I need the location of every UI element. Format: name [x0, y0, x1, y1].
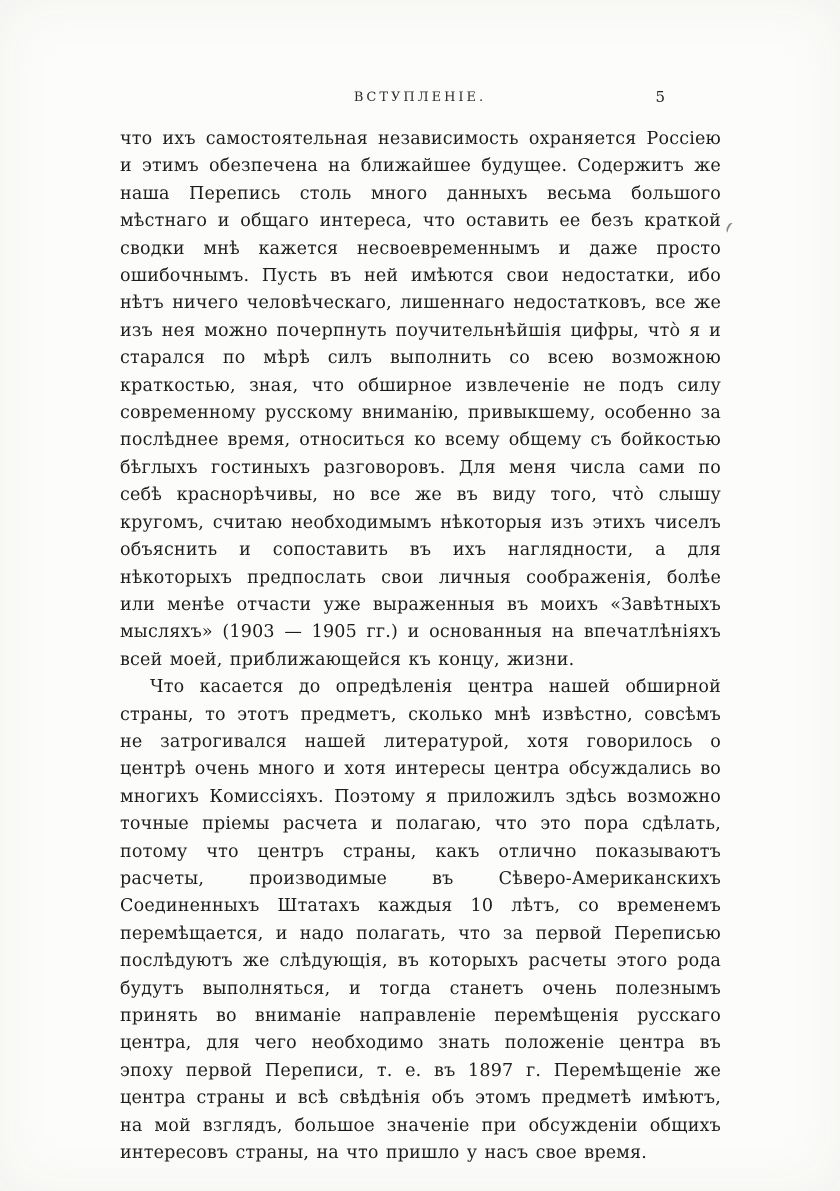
- paragraph-center-discussion: Что касается до опредѣленія центра нашей обширной страны, то этотъ предметъ, сколько мнѣ извѣстно, совсѣмъ не затрогивался нашей литературой, хотя говорилось о центрѣ очень много и хотя интересы центра обсуждались во многихъ Комиссіяхъ. Поэтому я приложилъ здѣсь возможно точные пріемы расчета и полагаю, что это пора сдѣлать, потому что центръ страны, какъ отлично показываютъ расчеты, производимые въ Сѣверо-Американскихъ Соединенныхъ Штатахъ каждыя 10 лѣтъ, со временемъ перемѣщается, и надо полагать, что за первой Переписью послѣдуютъ же слѣдующія, въ которыхъ расчеты этого рода будутъ выполняться, и тогда станетъ очень полезнымъ принять во вниманіе направленіе перемѣщенія русскаго центра, для чего необходимо знать положеніе центра въ эпоху первой Переписи, т. е. въ 1897 г. Перемѣщеніе же центра страны и всѣ свѣдѣнія объ этомъ предметѣ имѣютъ, на мой взглядъ, большое значеніе при обсужденіи общихъ интересовъ страны, на что пришло у насъ свое время.: [120, 677, 721, 1164]
- page-number: 5: [655, 88, 665, 106]
- page-header: [120, 88, 720, 110]
- text-block: [120, 126, 721, 1167]
- running-title: ВСТУПЛЕНІЕ.: [353, 90, 487, 105]
- margin-pen-mark: [725, 222, 738, 236]
- paragraph-continuation: что ихъ самостоятельная независимость охраняется Россіею и этимъ обезпечена на ближайшее будущее. Содержитъ же наша Перепись столь много данныхъ весьма большого мѣстнаго и общаго интереса, что оставить ее безъ краткой сводки мнѣ кажется несвоевременнымъ и даже просто ошибочнымъ. Пусть въ ней имѣются свои недостатки, ибо нѣтъ ничего человѣческаго, лишеннаго недостатковъ, все же изъ нея можно почерпнуть поучительнѣйшія цифры, что̀ я и старался по мѣрѣ силъ выполнить со всею возможною краткостью, зная, что обширное извлеченіе не подъ силу современному русскому вниманію, привыкшему, особенно за послѣднее время, относиться ко всему общему съ бойкостью бѣглыхъ гостиныхъ разговоровъ. Для меня числа сами по себѣ краснорѣчивы, но все же въ виду того, что̀ слышу кругомъ, считаю необходимымъ нѣкоторыя изъ этихъ чиселъ объяснить и сопоставить въ ихъ наглядности, а для нѣкоторыхъ предпослать свои личныя соображенія, болѣе или менѣе отчасти уже выраженныя въ моихъ «Завѣтныхъ мысляхъ» (1903 — 1905 гг.) и основанныя на впечатлѣніяхъ всей моей, приближающейся къ концу, жизни.: [120, 129, 721, 670]
